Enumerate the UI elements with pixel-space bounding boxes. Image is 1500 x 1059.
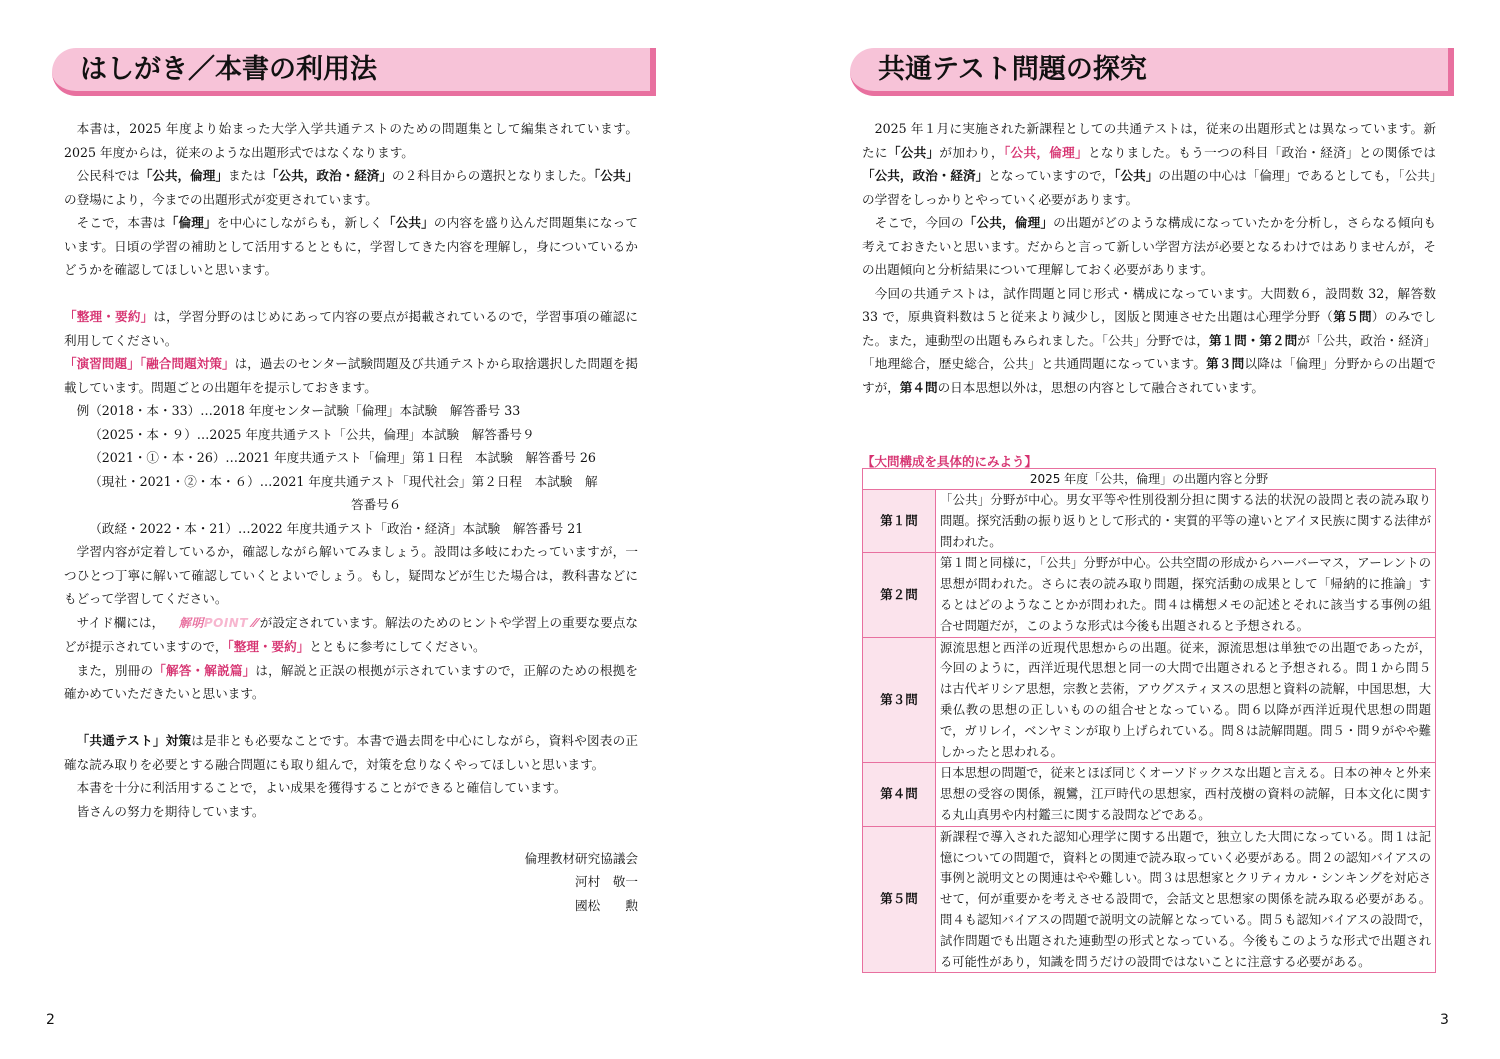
paragraph: 「整理・要約」は，学習分野のはじめにあって内容の要点が掲載されているので，学習事項の確認に利用してください。 bbox=[64, 309, 638, 348]
example-line: （2021・①・本・26）…2021 年度共通テスト「倫理」第１日程 本試験 解答番号 26 bbox=[89, 450, 596, 465]
example-line: （現社・2021・②・本・６）…2021 年度共通テスト「現代社会」第２日程 本試験 解 bbox=[89, 473, 598, 489]
author-name: 國松 勲 bbox=[575, 897, 638, 913]
table-row bbox=[863, 490, 1436, 553]
paragraph: 2025 年１月に実施された新課程としての共通テストは，従来の出題形式とは異なっています。新たに「公共」が加わり，「公共，倫理」となりました。もう一つの科目「政治・経済」との関係では「公共，政治・経済」となっていますので，「公共」の出題の中心は「倫理」であるとしても，「公共」の学習をしっかりとやっていく必要があります。 bbox=[862, 121, 1437, 207]
exam-structure-table bbox=[862, 468, 1436, 973]
right-page bbox=[750, 0, 1500, 1059]
table-label: 【大問構成を具体的にみよう】 bbox=[862, 454, 1038, 469]
question-label: 第５問 bbox=[863, 826, 936, 973]
page-title: はしがき／本書の利用法 bbox=[52, 48, 656, 96]
question-label: 第２問 bbox=[863, 553, 936, 637]
table-row bbox=[863, 826, 1436, 973]
paragraph: 本書は，2025 年度より始まった大学入学共通テストのための問題集として編集されています。2025 年度からは，従来のような出題形式ではなくなります。 bbox=[64, 121, 638, 160]
example-line: 例（2018・本・33）…2018 年度センター試験「倫理」本試験 解答番号 33 bbox=[76, 403, 521, 418]
paragraph: サイド欄には， 解明POINT ⁄⁄ が設定されています。解法のためのヒントや学習上の重要な要点などが提示されていますので，「整理・要約」とともに参考にしてください。 bbox=[64, 611, 638, 659]
question-description: 第１問と同様に，「公共」分野が中心。公共空間の形成からハーバーマス，アーレントの思想が問われた。さらに表の読み取り問題，探究活動の成果として「帰納的に推論」するとはどのようなことかが問われた。問４は構想メモの記述とそれに該当する事例の組合せ問題だが，このような形式は今後も出題されると予想される。 bbox=[936, 553, 1436, 637]
table-caption: 2025 年度「公共，倫理」の出題内容と分野 bbox=[863, 469, 1436, 490]
paragraph: そこで，本書は「倫理」を中心にしながらも，新しく「公共」の内容を盛り込んだ問題集になっています。日頃の学習の補助として活用するとともに，学習してきた内容を理解し，身についているかどうかを確認してほしいと思います。 bbox=[64, 215, 639, 277]
kaimei-point-logo: 解明POINT ⁄⁄ bbox=[178, 615, 258, 630]
table-row bbox=[863, 637, 1436, 763]
preface-body bbox=[64, 117, 638, 917]
page-title: 共通テスト問題の探究 bbox=[850, 48, 1454, 96]
paragraph: 今回の共通テストは，試作問題と同じ形式・構成になっています。大問数６，設問数 32，解答数 33 で，原典資料数は５と従来より減少し，図版と関連させた出題は心理学分野（第５問）のみでした。また，連動型の出題もみられました。「公共」分野では，第１問・第２問が「公共，政治・経済」「地理総合，歴史総合，公共」と共通問題になっています。第３問以降は「倫理」分野からの出題ですが，第４問の日本思想以外は，思想の内容として融合されています。 bbox=[862, 285, 1437, 395]
paragraph: 「演習問題」「融合問題対策」は，過去のセンター試験問題及び共通テストから取捨選択した問題を掲載しています。問題ごとの出題年を提示しておきます。 bbox=[64, 356, 638, 395]
example-line: 答番号６ bbox=[351, 497, 402, 512]
author-org: 倫理教材研究協議会 bbox=[524, 850, 638, 866]
page-number: 2 bbox=[46, 1012, 55, 1028]
paragraph: また，別冊の「解答・解説篇」は，解説と正誤の根拠が示されていますので，正解のための根拠を確かめていただきたいと思います。 bbox=[64, 662, 639, 701]
example-line: （2025・本・９）…2025 年度共通テスト「公共，倫理」本試験 解答番号９ bbox=[89, 426, 535, 442]
question-label: 第４問 bbox=[863, 763, 936, 826]
question-description: 「公共」分野が中心。男女平等や性別役割分担に関する法的状況の設問と表の読み取り問題。探究活動の振り返りとして形式的・実質的平等の違いとアイヌ民族に関する法律が問われた。 bbox=[936, 490, 1436, 553]
question-label: 第１問 bbox=[863, 490, 936, 553]
page-number: 3 bbox=[1440, 1012, 1449, 1028]
paragraph: そこで，今回の「公共，倫理」の出題がどのような構成になっていたかを分析し，さらなる傾向も考えておきたいと思います。だからと言って新しい学習方法が必要となるわけではありませんが，その出題傾向と分析結果について理解しておく必要があります。 bbox=[862, 215, 1437, 277]
question-description: 源流思想と西洋の近現代思想からの出題。従来，源流思想は単独での出題であったが，今回のように，西洋近現代思想と同一の大問で出題されると予想される。問１から問５は古代ギリシア思想，宗教と芸術，アウグスティヌスの思想と資料の読解，中国思想，大乗仏教の思想の正しいものの組合せとなっている。問６以降が西洋近現代思想の問題で，ガリレイ，ベンヤミンが取り上げられている。問８は読解問題。問５・問９がやや難しかったと思われる。 bbox=[936, 637, 1436, 763]
table-row bbox=[863, 763, 1436, 826]
table-row bbox=[863, 553, 1436, 637]
paragraph: 本書を十分に利活用することで，よい成果を獲得することができると確信しています。 bbox=[76, 780, 567, 795]
paragraph: 皆さんの努力を期待しています。 bbox=[76, 803, 265, 819]
paragraph: 学習内容が定着しているか，確認しながら解いてみましょう。設問は多岐にわたっていますが，一つひとつ丁寧に解いて確認していくとよいでしょう。もし，疑問などが生じた場合は，教科書などにもどって学習してください。 bbox=[64, 544, 638, 606]
analysis-body bbox=[862, 117, 1436, 399]
example-line: （政経・2022・本・21）…2022 年度共通テスト「政治・経済」本試験 解答番号 21 bbox=[89, 520, 584, 536]
author-name: 河村 敬一 bbox=[575, 874, 638, 889]
question-description: 新課程で導入された認知心理学に関する出題で，独立した大問になっている。問１は記憶についての問題で，資料との関連で読み取っていく必要がある。問２の認知バイアスの事例と説明文との関連はやや難しい。問３は思想家とクリティカル・シンキングを対応させて，何が重要かを考えさせる設問で，会話文と思想家の関係を読み取る必要がある。問４も認知バイアスの問題で説明文の読解となっている。問５も認知バイアスの設問で，試作問題でも出題された連動型の形式となっている。今後もこのような形式で出題される可能性があり，知識を問うだけの設問ではないことに注意する必要がある。 bbox=[936, 826, 1436, 973]
paragraph: 「共通テスト」対策は是非とも必要なことです。本書で過去問を中心にしながら，資料や図表の正確な読み取りを必要とする融合問題にも取り組んで，対策を怠りなくやってほしいと思います。 bbox=[64, 733, 638, 772]
paragraph: 公民科では「公共，倫理」または「公共，政治・経済」の２科目からの選択となりました。「公共」の登場により，今までの出題形式が変更されています。 bbox=[64, 168, 639, 207]
question-label: 第３問 bbox=[863, 637, 936, 763]
question-description: 日本思想の問題で，従来とほぼ同じくオーソドックスな出題と言える。日本の神々と外来思想の受容の関係，親鸞，江戸時代の思想家，西村茂樹の資料の読解，日本文化に関する丸山真男や内村鑑三に関する設問などである。 bbox=[936, 763, 1436, 826]
